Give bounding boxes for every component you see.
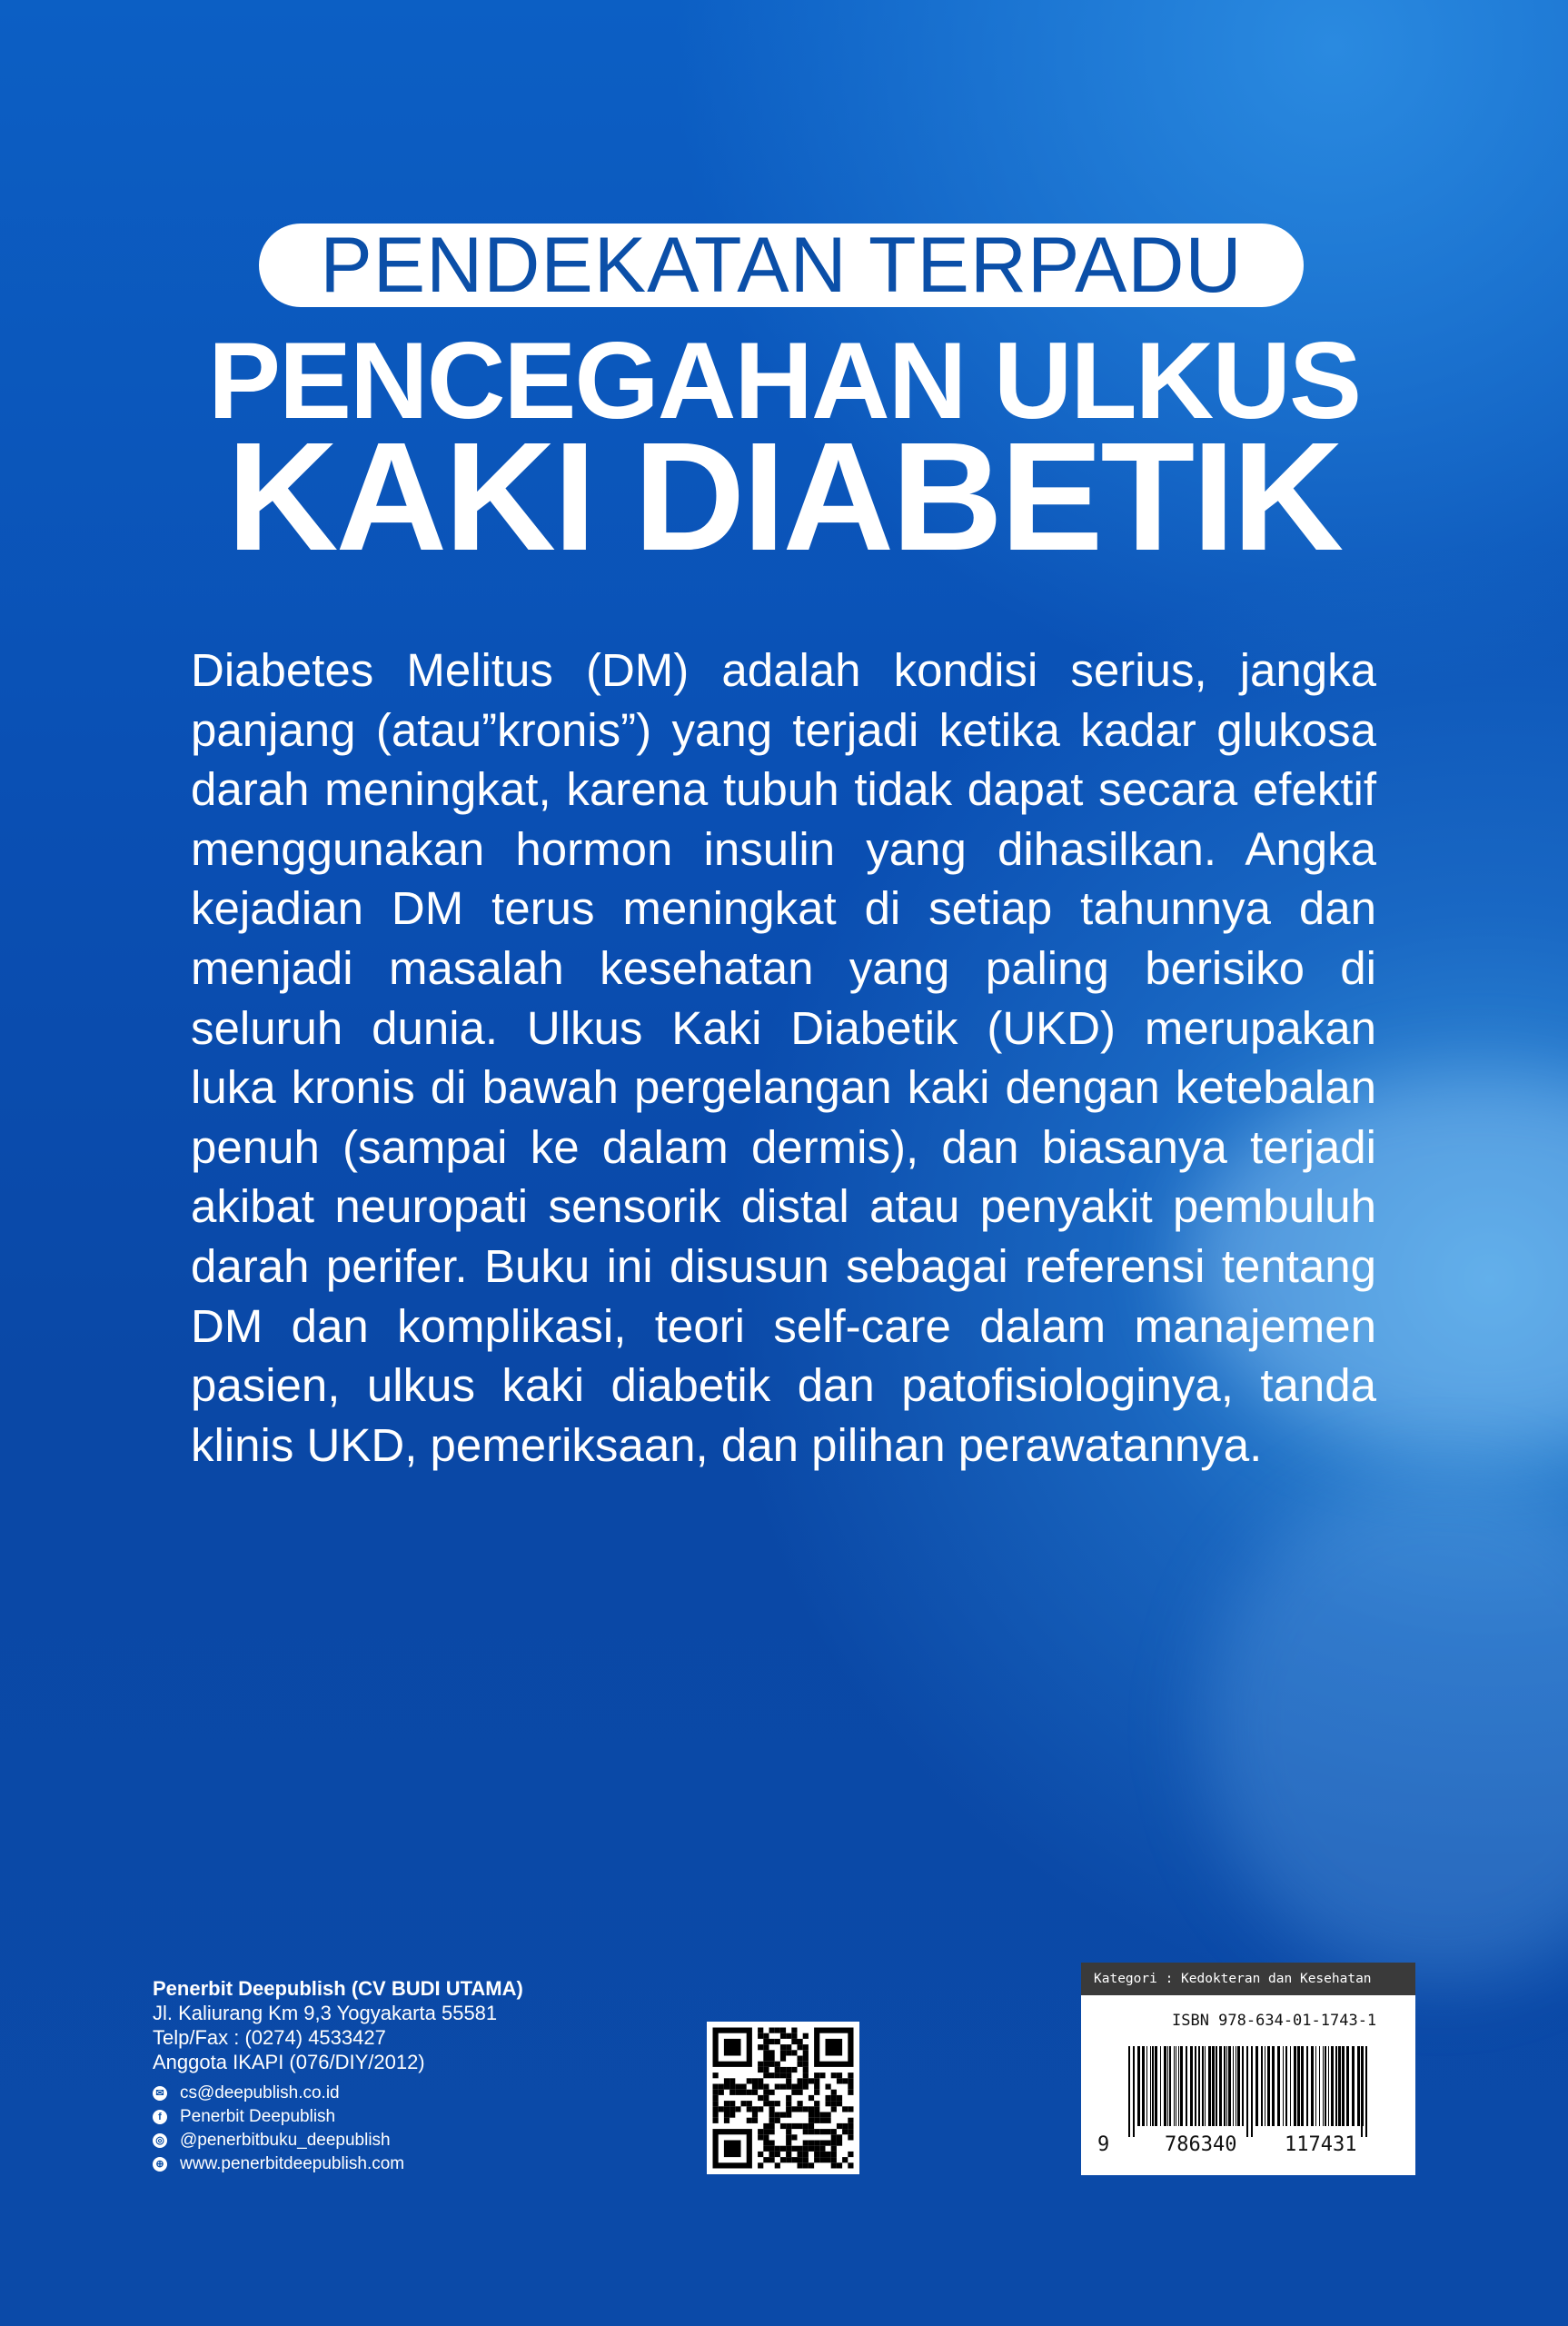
globe-icon: ⊕ <box>153 2157 167 2172</box>
contact-text: @penerbitbuku_deepublish <box>180 2131 391 2150</box>
contact-text: cs@deepublish.co.id <box>180 2083 340 2102</box>
contact-website <box>153 2152 523 2176</box>
email-icon: ✉ <box>153 2086 167 2101</box>
barcode-bars <box>1126 2046 1372 2137</box>
contact-text: Penerbit Deepublish <box>180 2107 336 2126</box>
book-description: Diabetes Melitus (DM) adalah kondisi serius, jangka panjang (atau”kronis”) yang terjadi ketika kadar glukosa darah meningkat, karena tubuh tidak dapat secara efektif menggunakan hormon insulin yang dihasilkan. Angka kejadian DM terus meningkat di setiap tahunnya dan menjadi masalah kesehatan yang paling berisiko di seluruh dunia. Ulkus Kaki Diabetik (UKD) merupakan luka kronis di bawah pergelangan kaki dengan ketebalan penuh (sampai ke dalam dermis), dan biasanya terjadi akibat neuropati sensorik distal atau penyakit pembuluh darah perifer. Buku ini disusun sebagai referensi tentang DM dan komplikasi, teori self-care dalam manajemen pasien, ulkus kaki diabetik dan patofisiologinya, tanda klinis UKD, pemeriksaan, dan pilihan perawatannya. <box>191 644 1376 1471</box>
barcode-right-digits: 117431 <box>1285 2133 1357 2156</box>
barcode-left-digits: 786340 <box>1165 2133 1237 2156</box>
isbn-barcode-box <box>1081 1963 1415 2175</box>
isbn-text: ISBN 978-634-01-1743-1 <box>1172 2012 1377 2030</box>
facebook-icon: f <box>153 2110 167 2124</box>
contact-text: www.penerbitdeepublish.com <box>180 2154 405 2173</box>
publisher-info <box>153 1976 523 2176</box>
contact-facebook <box>153 2105 523 2129</box>
barcode-first-digit: 9 <box>1097 2133 1110 2156</box>
publisher-phone: Telp/Fax : (0274) 4533427 <box>153 2026 386 2049</box>
publisher-address: Jl. Kaliurang Km 9,3 Yogyakarta 55581 <box>153 2002 498 2024</box>
contact-list <box>153 2082 523 2176</box>
background-glow <box>1205 1472 1568 1981</box>
publisher-membership: Anggota IKAPI (076/DIY/2012) <box>153 2051 425 2073</box>
subtitle-pill <box>259 221 1304 309</box>
title-line-1: PENCEGAHAN ULKUS <box>207 320 1361 442</box>
title-line-2: KAKI DIABETIK <box>226 411 1342 583</box>
instagram-icon: ◎ <box>153 2133 167 2148</box>
publisher-name: Penerbit Deepublish (CV BUDI UTAMA) <box>153 1977 523 2000</box>
contact-email <box>153 2082 523 2105</box>
qr-code <box>707 2022 859 2174</box>
contact-instagram <box>153 2129 523 2152</box>
subtitle-text: PENDEKATAN TERPADU <box>320 221 1243 309</box>
category-label: Kategori : Kedokteran dan Kesehatan <box>1081 1963 1415 1995</box>
